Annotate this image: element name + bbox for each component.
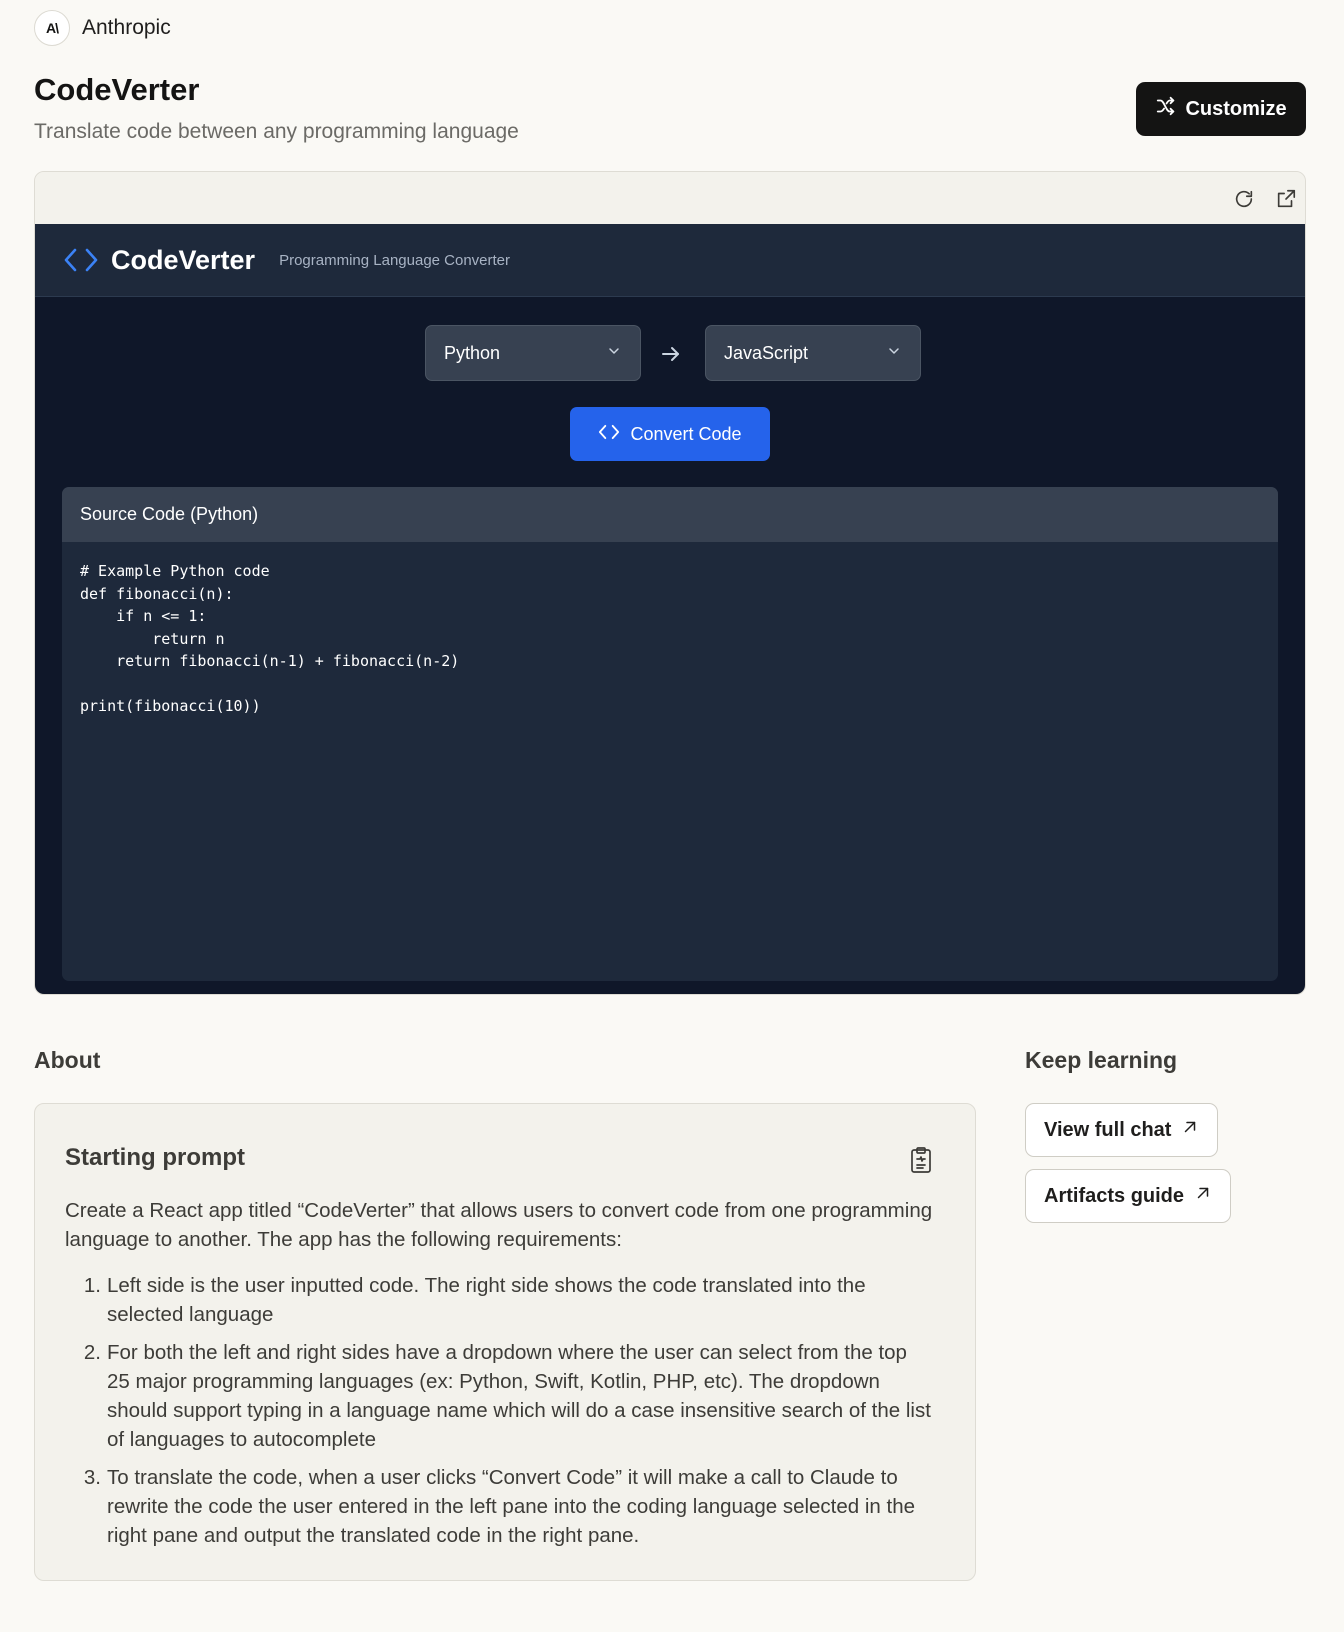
about-heading: About <box>34 1047 101 1073</box>
chevron-down-icon <box>886 343 902 364</box>
convert-code-label: Convert Code <box>630 423 742 444</box>
view-full-chat-button[interactable] <box>1025 1103 1218 1157</box>
artifacts-guide-button[interactable] <box>1025 1169 1231 1223</box>
target-language-select[interactable] <box>705 325 921 381</box>
list-item-number: 1. <box>83 1274 101 1297</box>
arrow-up-right-icon <box>1181 1118 1199 1142</box>
keep-learning-heading: Keep learning <box>1025 1047 1178 1073</box>
clipboard-icon[interactable] <box>909 1146 933 1174</box>
code-brackets-icon <box>598 423 620 446</box>
preview-toolbar <box>35 172 1305 224</box>
app-title: CodeVerter <box>111 244 256 275</box>
code-brackets-icon <box>63 246 99 274</box>
starting-prompt-title: Starting prompt <box>65 1144 245 1171</box>
list-item-number: 3. <box>83 1466 101 1489</box>
starting-prompt-intro: Create a React app titled “CodeVerter” that allows users to convert code from one programming language to another. The app has the following requirements: <box>65 1199 933 1251</box>
source-pane-title: Source Code (Python) <box>62 487 1278 542</box>
convert-code-button[interactable] <box>570 407 770 461</box>
external-link-icon[interactable] <box>1273 186 1299 212</box>
reload-icon[interactable] <box>1231 186 1257 212</box>
list-item-text: For both the left and right sides have a dropdown where the user can select from the top 25 major programming languages (ex: Python, Swift, Kotlin, PHP, etc). The dropdown should support typing in a language name which will do a case insensitive search of the list of languages to autocomplete <box>107 1341 931 1451</box>
app-header <box>35 224 1305 297</box>
brand[interactable] <box>34 10 171 46</box>
brand-name: Anthropic <box>82 16 171 39</box>
customize-button[interactable] <box>1136 82 1306 136</box>
source-language-value: Python <box>444 342 501 363</box>
source-code-editor[interactable]: # Example Python code def fibonacci(n): if n <= 1: return n return fibonacci(n-1) + fibonacci(n-2) print(fibonacci(10)) <box>80 562 460 715</box>
requirements-list <box>65 1271 935 1559</box>
list-item <box>65 1271 935 1329</box>
customize-label: Customize <box>1185 97 1287 120</box>
list-item-text: Left side is the user inputted code. The right side shows the code translated into the selected language <box>107 1274 866 1326</box>
view-full-chat-label: View full chat <box>1044 1118 1172 1141</box>
source-code-pane <box>62 487 1278 981</box>
chevron-down-icon <box>606 343 622 364</box>
arrow-up-right-icon <box>1194 1184 1212 1208</box>
list-item-text: To translate the code, when a user clicks “Convert Code” it will make a call to Claude to rewrite the code the user entered in the left pane into the coding language selected in the right pane and output the translated code in the right pane. <box>107 1466 916 1547</box>
page-subtitle: Translate code between any programming language <box>34 120 519 143</box>
app-subtitle: Programming Language Converter <box>279 251 511 269</box>
arrow-right-icon <box>659 342 683 366</box>
target-language-value: JavaScript <box>724 342 809 363</box>
codeverter-app <box>35 224 1305 995</box>
source-language-select[interactable] <box>425 325 641 381</box>
page-title: CodeVerter <box>34 72 200 107</box>
anthropic-logo-icon: A\ <box>34 10 70 46</box>
shuffle-icon <box>1155 95 1177 123</box>
artifacts-guide-label: Artifacts guide <box>1044 1184 1185 1207</box>
list-item-number: 2. <box>83 1341 101 1364</box>
artifact-preview <box>34 171 1306 995</box>
starting-prompt-card <box>34 1103 976 1581</box>
list-item <box>65 1463 935 1550</box>
list-item <box>65 1338 935 1454</box>
